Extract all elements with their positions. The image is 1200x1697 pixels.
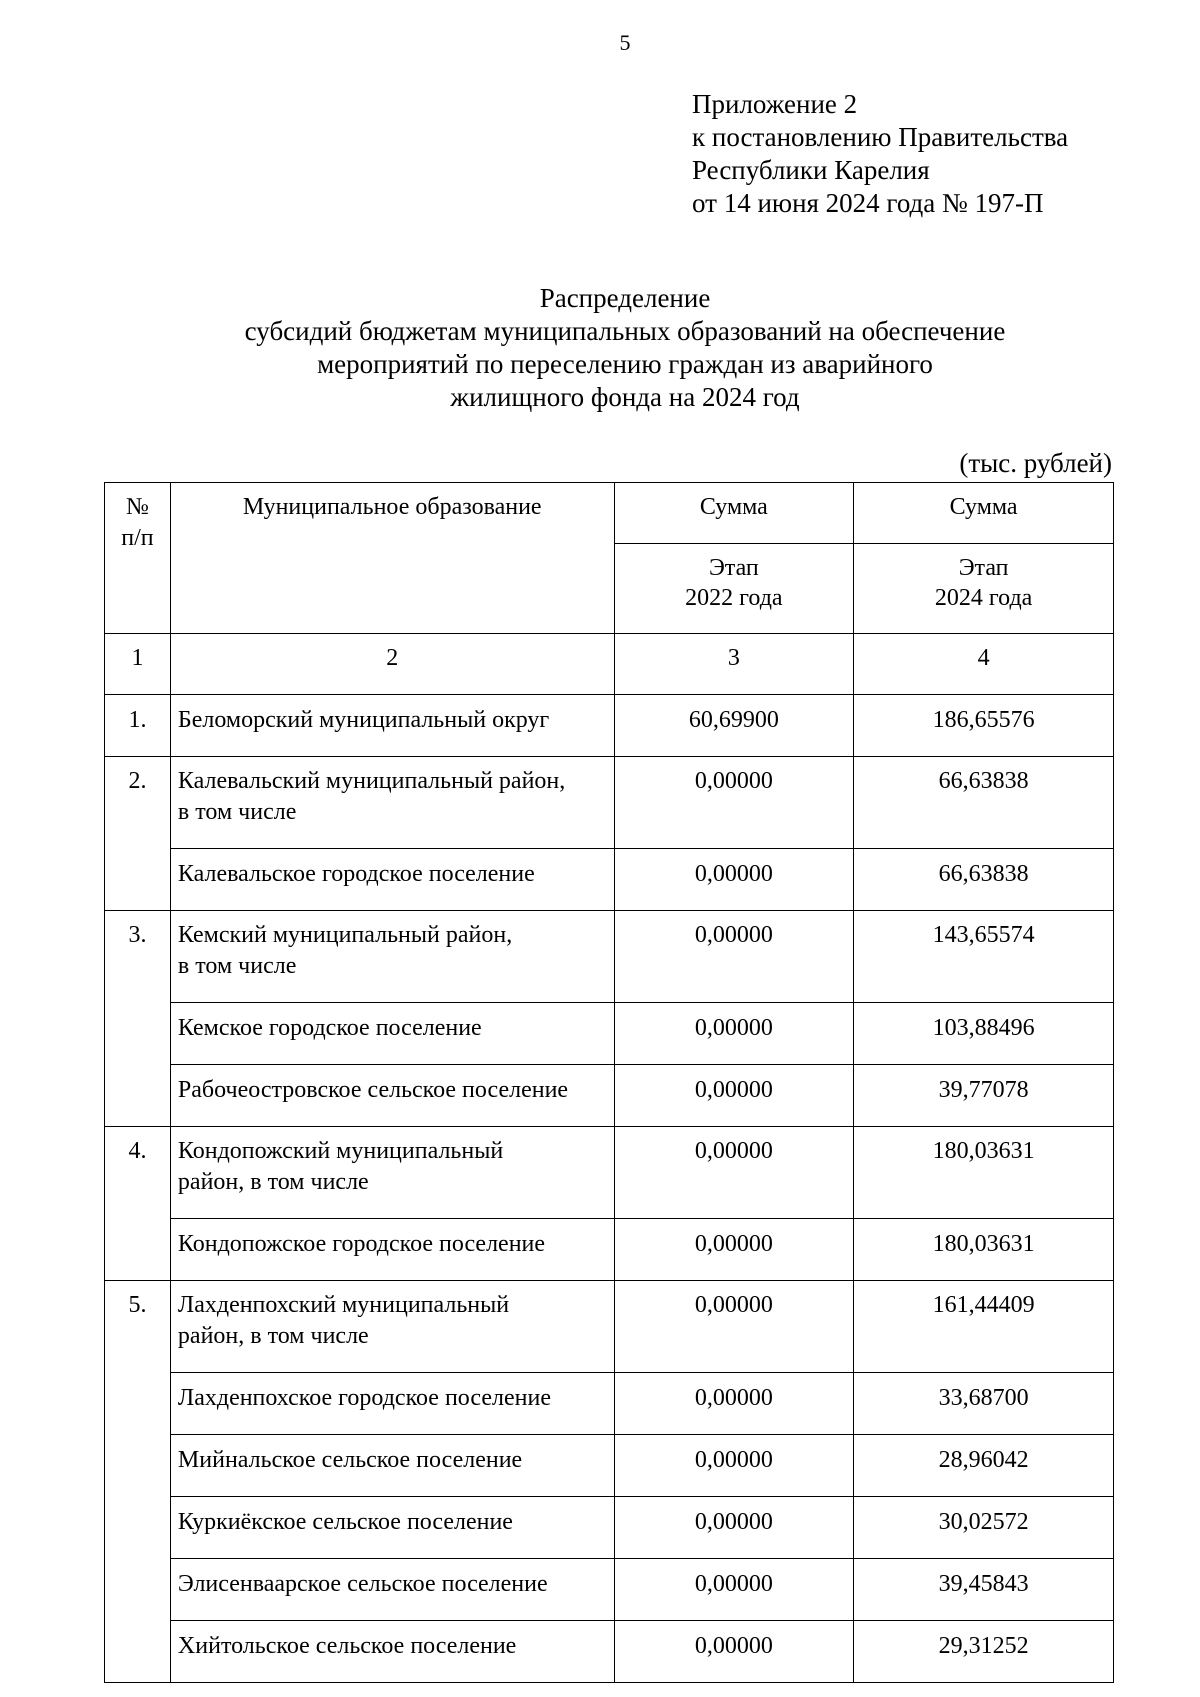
table-row: [105, 1621, 1114, 1683]
row-municipality: Куркиёкское сельское поселение: [170, 1497, 614, 1559]
allocation-table: [104, 482, 1114, 1683]
table-row: [105, 1435, 1114, 1497]
row-value-2024: 103,88496: [854, 1003, 1114, 1065]
row-municipality: Мийнальское сельское поселение: [170, 1435, 614, 1497]
row-value-2022: 0,00000: [614, 1373, 854, 1435]
table-row: [105, 1559, 1114, 1621]
appendix-line: Республики Карелия: [692, 155, 930, 185]
row-municipality: Лахденпохское городское поселение: [170, 1373, 614, 1435]
row-value-2022: 0,00000: [614, 1281, 854, 1373]
appendix-line: Приложение 2: [692, 89, 858, 119]
title-line: мероприятий по переселению граждан из аварийного: [317, 349, 933, 379]
header-sum-4: Сумма: [854, 483, 1114, 544]
row-value-2022: 0,00000: [614, 1559, 854, 1621]
row-municipality: Кондопожский муниципальный район, в том числе: [170, 1127, 614, 1219]
row-value-2024: 39,45843: [854, 1559, 1114, 1621]
row-value-2022: 0,00000: [614, 849, 854, 911]
row-value-2024: 33,68700: [854, 1373, 1114, 1435]
row-value-2022: 0,00000: [614, 1497, 854, 1559]
table-header-row: [105, 483, 1114, 544]
row-municipality: Хийтольское сельское поселение: [170, 1621, 614, 1683]
table-row: [105, 1219, 1114, 1281]
table-row: [105, 695, 1114, 757]
table-row: [105, 1281, 1114, 1373]
row-value-2024: 180,03631: [854, 1219, 1114, 1281]
header-sum-3: Сумма: [614, 483, 854, 544]
units-label: (тыс. рублей): [959, 448, 1112, 478]
row-value-2024: 66,63838: [854, 849, 1114, 911]
header-municipality: Муниципальное образование: [170, 483, 614, 634]
column-number: 3: [614, 634, 854, 695]
table-row: [105, 1065, 1114, 1127]
row-index: 2.: [105, 757, 171, 911]
row-municipality: Калевальский муниципальный район, в том числе: [170, 757, 614, 849]
row-value-2024: 29,31252: [854, 1621, 1114, 1683]
table-row: [105, 1003, 1114, 1065]
row-value-2022: 0,00000: [614, 1621, 854, 1683]
row-value-2022: 0,00000: [614, 1435, 854, 1497]
table-row: [105, 757, 1114, 849]
row-index: 4.: [105, 1127, 171, 1281]
appendix-line: к постановлению Правительства: [692, 122, 1069, 152]
header-stage-2024: Этап 2024 года: [854, 544, 1114, 634]
row-value-2024: 161,44409: [854, 1281, 1114, 1373]
row-value-2024: 143,65574: [854, 911, 1114, 1003]
table-row: [105, 849, 1114, 911]
row-municipality: Беломорский муниципальный округ: [170, 695, 614, 757]
row-value-2024: 39,77078: [854, 1065, 1114, 1127]
page-number: 5: [619, 30, 631, 55]
column-number: 1: [105, 634, 171, 695]
table-row: [105, 1497, 1114, 1559]
appendix-line: от 14 июня 2024 года № 197-П: [692, 188, 1044, 218]
title-line: субсидий бюджетам муниципальных образований на обеспечение: [244, 316, 1006, 346]
header-number: № п/п: [105, 483, 171, 634]
row-value-2022: 0,00000: [614, 1003, 854, 1065]
row-value-2022: 0,00000: [614, 1065, 854, 1127]
row-value-2024: 186,65576: [854, 695, 1114, 757]
document-title: [0, 282, 1200, 414]
row-value-2024: 28,96042: [854, 1435, 1114, 1497]
column-number: 2: [170, 634, 614, 695]
row-municipality: Калевальское городское поселение: [170, 849, 614, 911]
row-municipality: Кемское городское поселение: [170, 1003, 614, 1065]
row-index: 1.: [105, 695, 171, 757]
header-stage-2022: Этап 2022 года: [614, 544, 854, 634]
row-value-2022: 0,00000: [614, 757, 854, 849]
row-value-2022: 0,00000: [614, 911, 854, 1003]
row-municipality: Кондопожское городское поселение: [170, 1219, 614, 1281]
table-row: [105, 1373, 1114, 1435]
row-municipality: Элисенваарское сельское поселение: [170, 1559, 614, 1621]
title-line: Распределение: [539, 283, 711, 313]
row-municipality: Кемский муниципальный район, в том числе: [170, 911, 614, 1003]
row-value-2022: 0,00000: [614, 1127, 854, 1219]
title-line: жилищного фонда на 2024 год: [450, 382, 800, 412]
table-row: [105, 1127, 1114, 1219]
row-municipality: Рабочеостровское сельское поселение: [170, 1065, 614, 1127]
row-value-2024: 180,03631: [854, 1127, 1114, 1219]
column-number: 4: [854, 634, 1114, 695]
row-value-2022: 0,00000: [614, 1219, 854, 1281]
row-index: 3.: [105, 911, 171, 1127]
appendix-block: [692, 88, 1068, 220]
column-number-row: [105, 634, 1114, 695]
row-municipality: Лахденпохский муниципальный район, в том числе: [170, 1281, 614, 1373]
row-value-2024: 66,63838: [854, 757, 1114, 849]
row-index: 5.: [105, 1281, 171, 1683]
row-value-2022: 60,69900: [614, 695, 854, 757]
table-row: [105, 911, 1114, 1003]
row-value-2024: 30,02572: [854, 1497, 1114, 1559]
